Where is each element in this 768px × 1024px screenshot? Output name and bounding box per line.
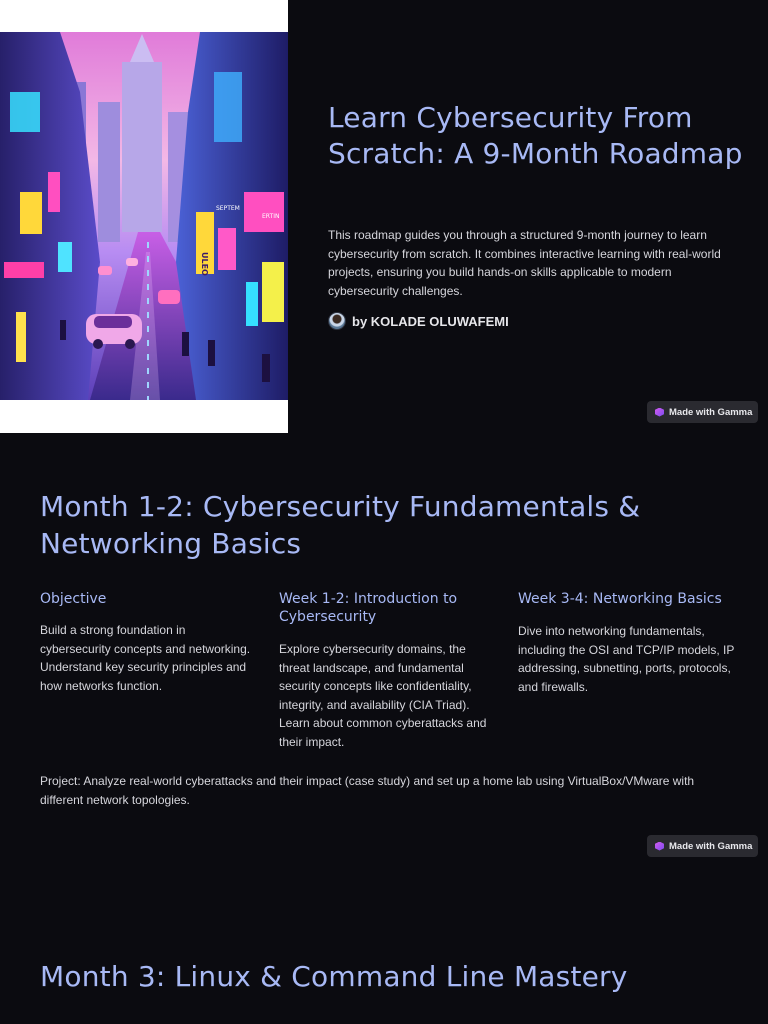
badge-label: Made with Gamma — [669, 840, 753, 852]
section-title: Month 3: Linux & Command Line Mastery — [40, 960, 628, 993]
hero-sign-text: ULEO — [200, 252, 209, 276]
made-with-gamma-badge[interactable] — [647, 401, 758, 423]
column-week-1-2 — [279, 590, 494, 751]
author-byline — [328, 312, 509, 330]
project-description: Project: Analyze real-world cyberattacks and their impact (case study) and set up a home lab using VirtualBox/VMware with different network topologies. — [40, 774, 695, 807]
column-heading: Objective — [40, 591, 107, 607]
avatar — [328, 312, 346, 330]
intro-description: This roadmap guides you through a structured 9-month journey to learn cybersecurity from scratch. It combines interactive learning with real-world projects, ensuring you build hands-on skills applicable to modern cybersecurity challenges. — [328, 228, 721, 298]
hero-image-cyberpunk-city — [0, 32, 288, 400]
gamma-icon — [655, 842, 664, 851]
column-text: Build a strong foundation in cybersecurity concepts and networking. Understand key security principles and how networks function. — [40, 623, 251, 693]
column-objective — [40, 590, 255, 695]
hero-image-frame — [0, 0, 288, 433]
hero-sign-text: ERTIN — [262, 213, 280, 220]
column-text: Explore cybersecurity domains, the threat landscape, and fundamental security concepts like confidentiality, integrity, and availability (CIA Triad). Learn about common cyberattacks and their impact. — [279, 642, 487, 749]
section-title: Month 1-2: Cybersecurity Fundamentals & Networking Basics — [40, 490, 641, 560]
made-with-gamma-badge[interactable] — [647, 835, 758, 857]
cyberpunk-city-illustration — [0, 32, 288, 400]
page-title: Learn Cybersecurity From Scratch: A 9-Month Roadmap — [328, 101, 743, 170]
gamma-icon — [655, 408, 664, 417]
column-week-3-4 — [518, 590, 743, 696]
column-heading: Week 3-4: Networking Basics — [518, 591, 722, 607]
hero-sign-text: SEPTEM — [216, 205, 240, 212]
column-heading: Week 1-2: Introduction to Cybersecurity — [279, 591, 458, 625]
column-text: Dive into networking fundamentals, including the OSI and TCP/IP models, IP addressing, subnetting, ports, protocols, and firewalls. — [518, 624, 735, 694]
badge-label: Made with Gamma — [669, 406, 753, 418]
author-name: by KOLADE OLUWAFEMI — [352, 313, 509, 329]
slide-title — [0, 0, 768, 433]
